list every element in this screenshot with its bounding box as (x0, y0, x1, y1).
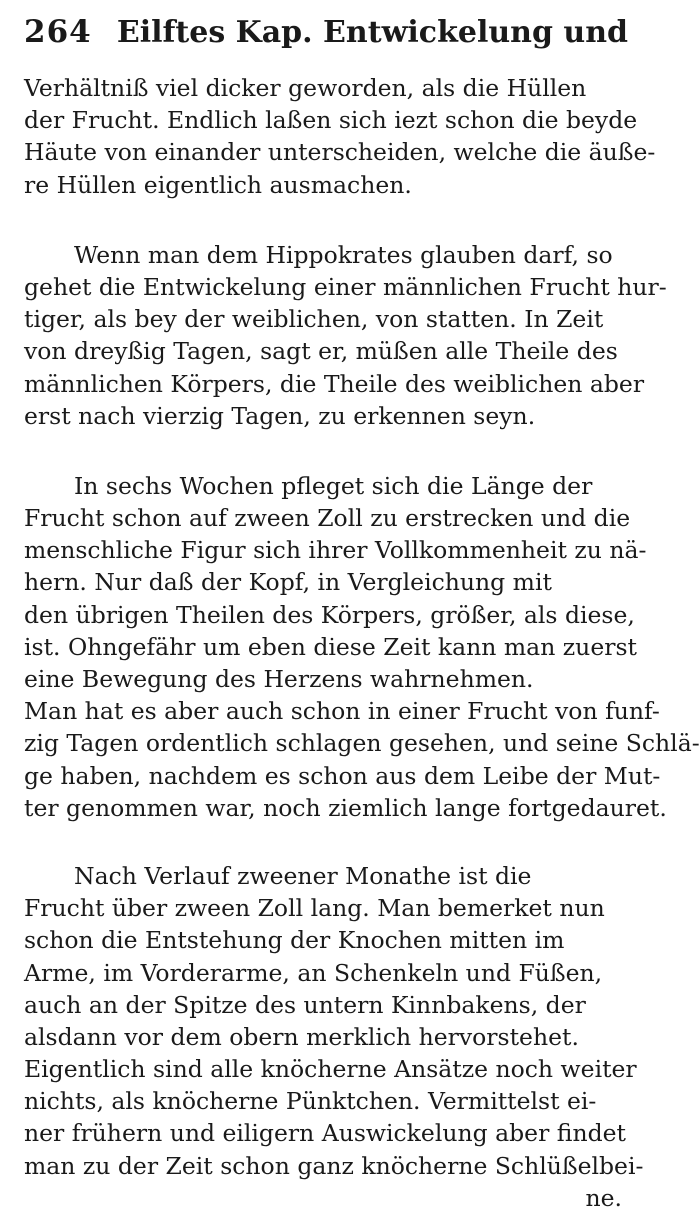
text-line: Frucht schon auf zween Zoll zu erstrecken und die (24, 504, 631, 533)
text-line: der Frucht. Endlich laßen sich iezt schon die beyde (24, 106, 638, 135)
page-number: 264 (24, 14, 92, 50)
text-line: ist. Ohngefähr um eben diese Zeit kann man zuerst (24, 632, 637, 661)
text-line: re Hüllen eigentlich ausmachen. (24, 170, 412, 199)
text-line: eine Bewegung des Herzens wahrnehmen. (24, 665, 534, 693)
paragraph-2 (24, 239, 667, 432)
text-line: Man hat es aber auch schon in einer Frucht von funf- (24, 697, 660, 726)
paragraph-gap (24, 824, 628, 860)
text-line: man zu der Zeit schon ganz knöcherne Schlüßelbei- (24, 1151, 644, 1180)
text-line: erst nach vierzig Tagen, zu erkennen seyn. (24, 401, 536, 430)
text-line: gehet die Entwickelung einer männlichen Frucht hur- (24, 272, 667, 301)
running-head: Eilftes Kap. Entwickelung und (116, 15, 628, 50)
text-line: Eigentlich sind alle knöcherne Ansätze noch weiter (24, 1055, 637, 1084)
text-line: Häute von einander unterscheiden, welche die äuße- (24, 138, 656, 167)
text-line: nichts, als knöcherne Pünktchen. Vermittelst ei- (24, 1087, 597, 1116)
text-line: Nach Verlauf zweener Monathe ist die (74, 861, 532, 890)
page-header (24, 14, 628, 72)
text-line: menschliche Figur sich ihrer Vollkommenheit zu nä- (24, 536, 647, 565)
text-line: alsdann vor dem obern merklich hervorstehet. (24, 1022, 579, 1051)
paragraph-gap (24, 432, 628, 470)
paragraph-1 (24, 72, 656, 201)
text-line: Frucht über zween Zoll lang. Man bemerket nun (24, 894, 605, 923)
text-line: tiger, als bey der weiblichen, von statten. In Zeit (24, 305, 604, 334)
text-line: ter genommen war, noch ziemlich lange fortgedauret. (24, 793, 667, 822)
text-line: schon die Entstehung der Knochen mitten im (24, 926, 565, 955)
paragraph-3 (24, 470, 700, 824)
text-line: ner frühern und eiligern Auswickelung aber findet (24, 1119, 626, 1148)
text-line: Arme, im Vorderarme, an Schenkeln und Füßen, (24, 958, 603, 987)
text-line: männlichen Körpers, die Theile des weiblichen aber (24, 369, 645, 398)
text-line: Verhältniß viel dicker geworden, als die Hüllen (24, 74, 587, 102)
paragraph-4 (24, 860, 644, 1214)
text-line: ge haben, nachdem es schon aus dem Leibe der Mut- (24, 761, 661, 790)
text-line: auch an der Spitze des untern Kinnbakens, der (24, 990, 586, 1019)
paragraph-gap (24, 201, 628, 239)
text-line: Wenn man dem Hippokrates glauben darf, so (74, 240, 613, 269)
text-line: In sechs Wochen pfleget sich die Länge der (74, 471, 593, 500)
final-fragment: ne. (585, 1183, 622, 1212)
text-line: den übrigen Theilen des Körpers, größer, als diese, (24, 600, 635, 629)
text-line: zig Tagen ordentlich schlagen gesehen, und seine Schlä- (24, 729, 700, 758)
text-line: von dreyßig Tagen, sagt er, müßen alle Theile des (24, 337, 618, 366)
text-line: hern. Nur daß der Kopf, in Vergleichung mit (24, 568, 552, 597)
